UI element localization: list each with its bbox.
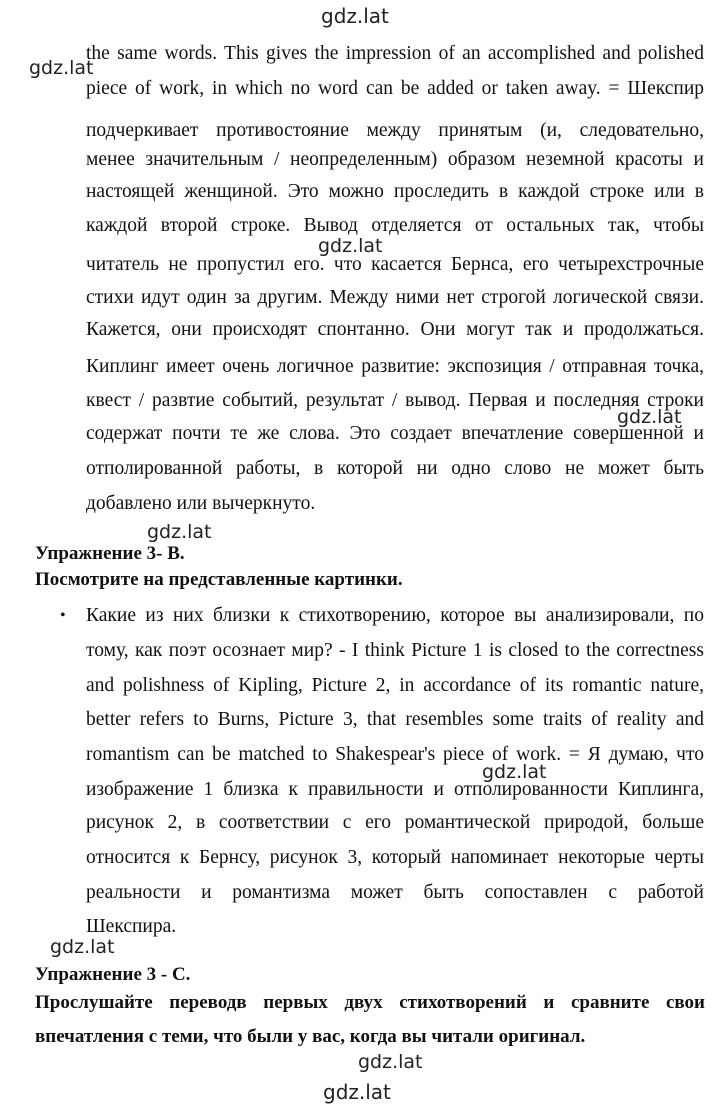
exercise-instruction: впечатления с теми, что были у вас, когда вы читали оригинал. <box>35 1026 586 1047</box>
watermark: gdz.lat <box>318 235 383 257</box>
text-line: квест / развтие событий, результат / вывод. Первая и последняя строки <box>86 390 704 411</box>
exercise-instruction: Прослушайте переводв первых двух стихотворений и сравните свои <box>35 992 705 1013</box>
text-line: читатель не пропустил его. что касается Бернса, его четырехстрочные <box>86 254 704 275</box>
text-line: Шекспира. <box>86 916 177 937</box>
text-line: относится к Бернсу, рисунок 3, который напоминает некоторые черты <box>86 847 704 868</box>
exercise-instruction: Посмотрите на представленные картинки. <box>35 569 403 590</box>
watermark: gdz.lat <box>323 1080 391 1104</box>
watermark: gdz.lat <box>147 521 212 543</box>
text-line: реальности и романтизма может быть сопоставлен с работой <box>86 882 704 903</box>
text-line: piece of work, in which no word can be added or taken away. = Шекспир <box>86 78 704 99</box>
text-line: Киплинг имеет очень логичное развитие: экспозиция / отправная точка, <box>86 356 704 377</box>
bullet-marker: • <box>60 607 66 624</box>
exercise-title: Упражнение 3 - C. <box>35 964 191 985</box>
text-line: настоящей женщиной. Это можно проследить в каждой строке или в <box>86 181 704 202</box>
text-line: подчеркивает противостояние между принятым (и, следовательно, <box>86 120 704 141</box>
text-line: стихи идут один за другим. Между ними нет строгой логической связи. <box>86 287 704 308</box>
watermark: gdz.lat <box>482 761 547 783</box>
text-line: Кажется, они происходят спонтанно. Они могут так и продолжаться. <box>86 319 704 340</box>
text-line: менее значительным / неопределенным) образом неземной красоты и <box>86 149 704 170</box>
text-line: тому, как поэт осознает мир? - I think Picture 1 is closed to the correctness <box>86 640 704 661</box>
text-line: изображение 1 близка к правильности и отполированности Киплинга, <box>86 779 704 800</box>
exercise-title: Упражнение 3- B. <box>35 543 185 564</box>
text-line: and polishness of Kipling, Picture 2, in accordance of its romantic nature, <box>86 675 704 696</box>
watermark: gdz.lat <box>50 936 115 958</box>
watermark: gdz.lat <box>321 4 389 28</box>
watermark: gdz.lat <box>617 406 682 428</box>
text-line: отполированной работы, в которой ни одно слово не может быть <box>86 458 704 479</box>
text-line: romantism can be matched to Shakespear's piece of work. = Я думаю, что <box>86 744 704 765</box>
watermark: gdz.lat <box>29 57 94 79</box>
text-line: better refers to Burns, Picture 3, that resembles some traits of reality and <box>86 709 704 730</box>
text-line: каждой второй строке. Вывод отделяется от остальных так, чтобы <box>86 215 704 236</box>
text-line: Какие из них близки к стихотворению, которое вы анализировали, по <box>86 605 704 626</box>
watermark: gdz.lat <box>358 1051 423 1073</box>
text-line: рисунок 2, в соответствии с его романтической природой, больше <box>86 812 704 833</box>
text-line: содержат почти те же слова. Это создает впечатление совершенной и <box>86 423 704 444</box>
text-line: the same words. This gives the impression of an accomplished and polished <box>86 43 704 64</box>
text-line: добавлено или вычеркнуто. <box>86 493 316 514</box>
